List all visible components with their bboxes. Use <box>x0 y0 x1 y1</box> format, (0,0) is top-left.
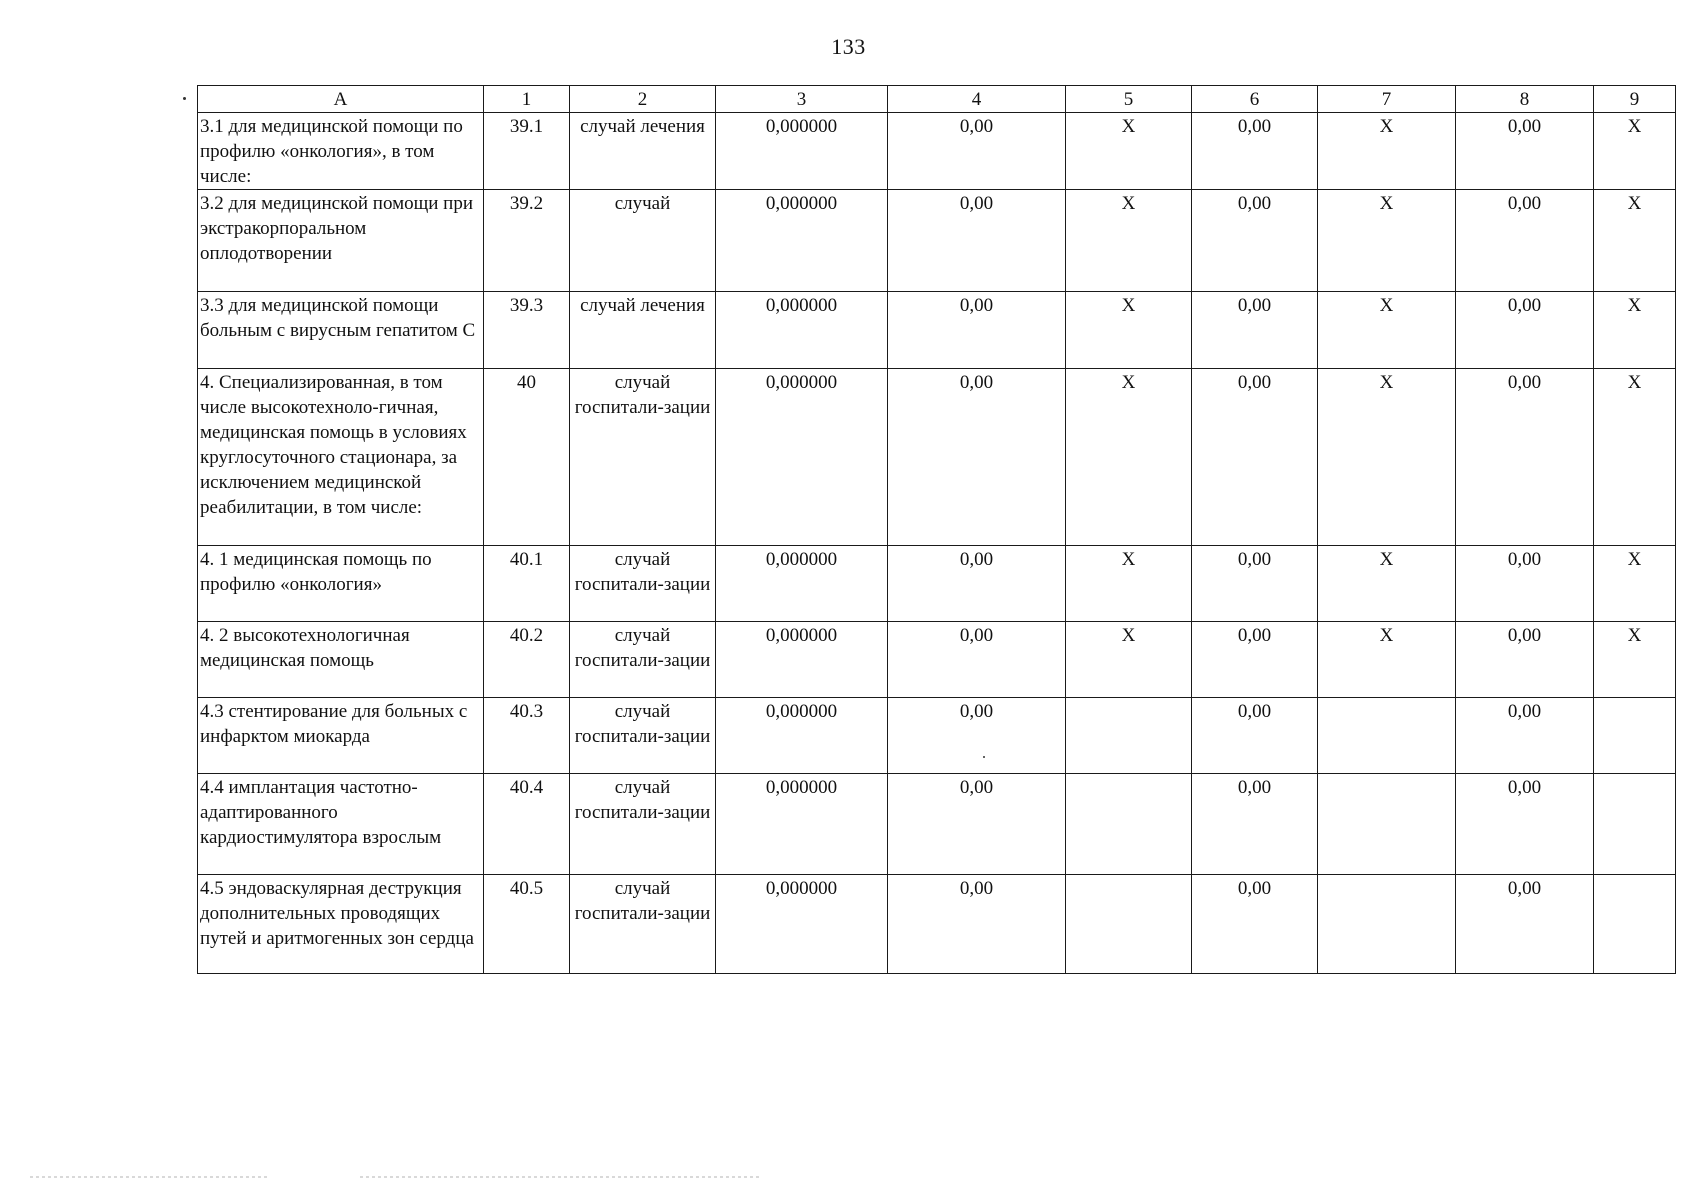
cell-col9 <box>1594 875 1676 974</box>
row-name: 3.1 для медицинской помощи по профилю «онкология», в том числе: <box>198 113 484 190</box>
row-name: 3.2 для медицинской помощи при экстракорпоральном оплодотворении <box>198 190 484 292</box>
cell-col3: 0,000000 <box>716 698 888 774</box>
cell-col3: 0,000000 <box>716 774 888 875</box>
cell-col9: X <box>1594 113 1676 190</box>
cell-col7: X <box>1318 369 1456 546</box>
column-header-8: 8 <box>1456 86 1594 113</box>
row-unit: случай госпитали-зации <box>570 698 716 774</box>
table-row <box>198 292 1676 369</box>
cell-col8: 0,00 <box>1456 875 1594 974</box>
cell-col6: 0,00 <box>1192 113 1318 190</box>
row-name: 4. 2 высокотехнологичная медицинская помощь <box>198 622 484 698</box>
column-header-3: 3 <box>716 86 888 113</box>
table-row <box>198 369 1676 546</box>
cell-col9: X <box>1594 369 1676 546</box>
cell-col3: 0,000000 <box>716 546 888 622</box>
column-header-1: 1 <box>484 86 570 113</box>
table-row <box>198 622 1676 698</box>
cell-col3: 0,000000 <box>716 292 888 369</box>
row-code: 40.2 <box>484 622 570 698</box>
cell-col4: 0,00 <box>888 875 1066 974</box>
table-row <box>198 190 1676 292</box>
cell-col4: 0,00 <box>888 698 1066 774</box>
row-unit: случай госпитали-зации <box>570 875 716 974</box>
data-table <box>197 85 1676 974</box>
scan-speck <box>183 97 186 100</box>
cell-col5: X <box>1066 190 1192 292</box>
table-row <box>198 113 1676 190</box>
cell-col9: X <box>1594 546 1676 622</box>
cell-col9 <box>1594 774 1676 875</box>
cell-col4: 0,00 <box>888 190 1066 292</box>
cell-col5 <box>1066 698 1192 774</box>
cell-col7 <box>1318 774 1456 875</box>
row-unit: случай госпитали-зации <box>570 622 716 698</box>
cell-col6: 0,00 <box>1192 875 1318 974</box>
cell-col7 <box>1318 698 1456 774</box>
cell-col8: 0,00 <box>1456 190 1594 292</box>
row-code: 40.1 <box>484 546 570 622</box>
column-header-9: 9 <box>1594 86 1676 113</box>
cell-col8: 0,00 <box>1456 698 1594 774</box>
row-code: 40 <box>484 369 570 546</box>
row-code: 39.2 <box>484 190 570 292</box>
cell-col3: 0,000000 <box>716 875 888 974</box>
cell-col4: 0,00 <box>888 546 1066 622</box>
column-header-7: 7 <box>1318 86 1456 113</box>
cell-col4: 0,00 <box>888 774 1066 875</box>
cell-col6: 0,00 <box>1192 774 1318 875</box>
column-header-4: 4 <box>888 86 1066 113</box>
cell-col4: 0,00 <box>888 113 1066 190</box>
cell-col8: 0,00 <box>1456 774 1594 875</box>
cell-col5: X <box>1066 369 1192 546</box>
page-number: 133 <box>831 34 866 59</box>
cell-col6: 0,00 <box>1192 369 1318 546</box>
cell-col3: 0,000000 <box>716 190 888 292</box>
cell-col5: X <box>1066 622 1192 698</box>
cell-col9: X <box>1594 190 1676 292</box>
row-name: 4. 1 медицинская помощь по профилю «онкология» <box>198 546 484 622</box>
column-header-6: 6 <box>1192 86 1318 113</box>
cell-col6: 0,00 <box>1192 698 1318 774</box>
cell-col6: 0,00 <box>1192 546 1318 622</box>
cell-col6: 0,00 <box>1192 622 1318 698</box>
row-name: 4.4 имплантация частотно-адаптированного кардиостимулятора взрослым <box>198 774 484 875</box>
cell-col5: X <box>1066 113 1192 190</box>
cell-col8: 0,00 <box>1456 546 1594 622</box>
header-row <box>198 86 1676 113</box>
cell-col3: 0,000000 <box>716 369 888 546</box>
row-code: 39.1 <box>484 113 570 190</box>
row-unit: случай лечения <box>570 292 716 369</box>
cell-col7: X <box>1318 113 1456 190</box>
cell-col9 <box>1594 698 1676 774</box>
cell-col8: 0,00 <box>1456 113 1594 190</box>
scan-noise <box>360 1176 760 1178</box>
cell-col8: 0,00 <box>1456 622 1594 698</box>
cell-col8: 0,00 <box>1456 292 1594 369</box>
row-code: 40.4 <box>484 774 570 875</box>
row-name: 3.3 для медицинской помощи больным с вирусным гепатитом С <box>198 292 484 369</box>
cell-col4: 0,00 <box>888 622 1066 698</box>
cell-col4: 0,00 <box>888 369 1066 546</box>
cell-col5: X <box>1066 292 1192 369</box>
row-code: 40.5 <box>484 875 570 974</box>
column-header-5: 5 <box>1066 86 1192 113</box>
row-name: 4.3 стентирование для больных с инфарктом миокарда <box>198 698 484 774</box>
row-name: 4. Специализированная, в том числе высокотехноло-гичная, медицинская помощь в условиях круглосуточного стационара, за исключением медицинской реабилитации, в том числе: <box>198 369 484 546</box>
table-row <box>198 546 1676 622</box>
cell-col5 <box>1066 774 1192 875</box>
cell-col6: 0,00 <box>1192 190 1318 292</box>
cell-col3: 0,000000 <box>716 113 888 190</box>
cell-col7: X <box>1318 622 1456 698</box>
row-unit: случай лечения <box>570 113 716 190</box>
cell-col6: 0,00 <box>1192 292 1318 369</box>
cell-col7: X <box>1318 292 1456 369</box>
cell-col7: X <box>1318 190 1456 292</box>
cell-col5: X <box>1066 546 1192 622</box>
row-unit: случай госпитали-зации <box>570 546 716 622</box>
row-code: 40.3 <box>484 698 570 774</box>
cell-col3: 0,000000 <box>716 622 888 698</box>
cell-col9: X <box>1594 622 1676 698</box>
cell-col7: X <box>1318 546 1456 622</box>
cell-col8: 0,00 <box>1456 369 1594 546</box>
row-name: 4.5 эндоваскулярная деструкция дополнительных проводящих путей и аритмогенных зон сердца <box>198 875 484 974</box>
row-unit: случай <box>570 190 716 292</box>
row-unit: случай госпитали-зации <box>570 369 716 546</box>
row-unit: случай госпитали-зации <box>570 774 716 875</box>
column-header-a: А <box>198 86 484 113</box>
table-row <box>198 875 1676 974</box>
cell-col4: 0,00 <box>888 292 1066 369</box>
cell-col9: X <box>1594 292 1676 369</box>
scan-noise <box>30 1176 270 1178</box>
cell-col5 <box>1066 875 1192 974</box>
table-row <box>198 774 1676 875</box>
table-row <box>198 698 1676 774</box>
row-code: 39.3 <box>484 292 570 369</box>
column-header-2: 2 <box>570 86 716 113</box>
cell-col7 <box>1318 875 1456 974</box>
